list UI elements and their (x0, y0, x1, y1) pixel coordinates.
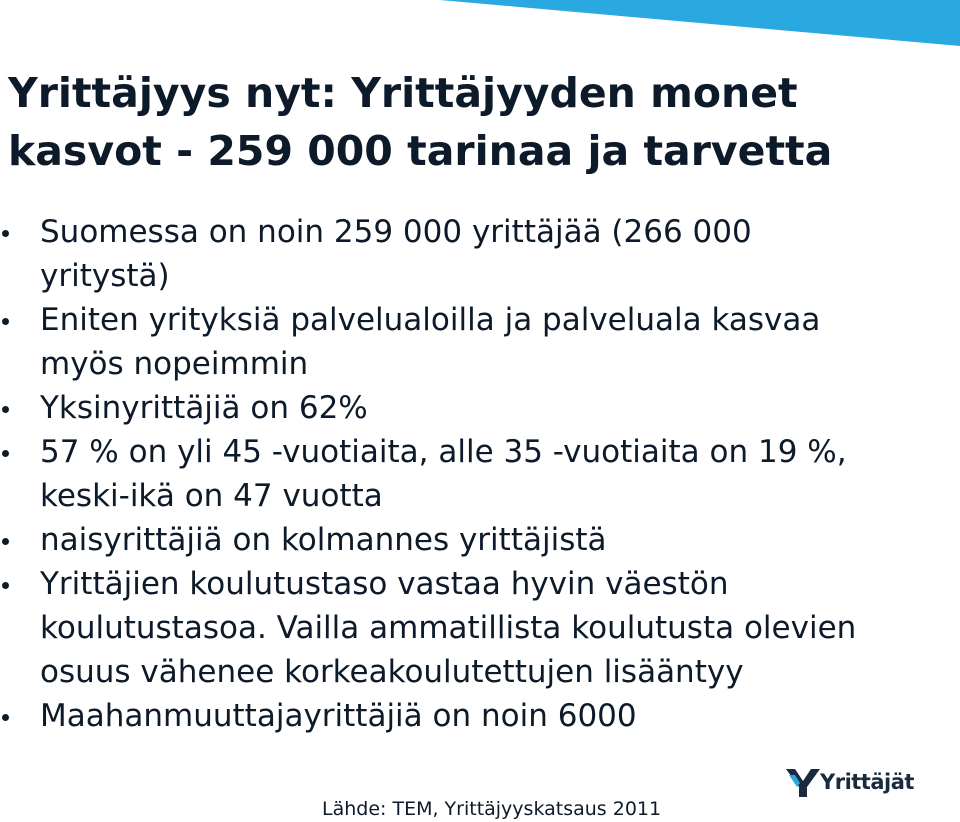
bullet-list (0, 210, 950, 738)
bullet-text (40, 430, 950, 518)
bullet-icon (2, 318, 9, 325)
bullet-text (40, 562, 950, 694)
bullet-icon (2, 582, 9, 589)
bullet-text-line: 57 % on yli 45 -vuotiaita, alle 35 -vuotiaita on 19 %, (40, 434, 847, 470)
bullet-item (0, 518, 950, 562)
bullet-icon (2, 450, 9, 457)
slide-title-line-2: kasvot - 259 000 tarinaa ja tarvetta (8, 127, 833, 175)
logo-text: Yrittäjät (820, 770, 914, 794)
accent-stripe-shape (440, 0, 960, 46)
bullet-item (0, 562, 950, 694)
slide-title (8, 64, 948, 180)
bullet-text-line: keski-ikä on 47 vuotta (40, 478, 383, 514)
bullet-text (40, 694, 950, 738)
bullet-icon (2, 714, 9, 721)
bullet-text (40, 210, 950, 298)
bullet-text-line: yritystä) (40, 258, 170, 294)
bullet-icon (2, 538, 9, 545)
slide-title-line-1: Yrittäjyys nyt: Yrittäjyyden monet (8, 69, 798, 117)
bullet-text-line: Yrittäjien koulutustaso vastaa hyvin väestön (40, 566, 729, 602)
bullet-icon (2, 406, 9, 413)
bullet-text-line: Maahanmuuttajayrittäjiä on noin 6000 (40, 698, 637, 734)
bullet-text-line: Yksinyrittäjiä on 62% (40, 390, 368, 426)
bullet-text (40, 298, 950, 386)
bullet-text-line: Eniten yrityksiä palvelualoilla ja palveluala kasvaa (40, 302, 821, 338)
bullet-item (0, 430, 950, 518)
bullet-text-line: Suomessa on noin 259 000 yrittäjää (266 000 (40, 214, 752, 250)
bullet-text (40, 518, 950, 562)
bullet-text-line: naisyrittäjiä on kolmannes yrittäjistä (40, 522, 607, 558)
yrittajat-logo (786, 765, 914, 801)
accent-stripe (0, 0, 960, 60)
source-note: Lähde: TEM, Yrittäjyyskatsaus 2011 (322, 798, 662, 820)
bullet-item (0, 298, 950, 386)
bullet-text-line: myös nopeimmin (40, 346, 309, 382)
bullet-item (0, 210, 950, 298)
bullet-text-line: osuus vähenee korkeakoulutettujen lisääntyy (40, 654, 744, 690)
bullet-text (40, 386, 950, 430)
bullet-item (0, 694, 950, 738)
yrittajat-logo-mark-icon (786, 765, 820, 799)
bullet-item (0, 386, 950, 430)
bullet-text-line: koulutustasoa. Vailla ammatillista koulutusta olevien (40, 610, 857, 646)
bullet-icon (2, 230, 9, 237)
